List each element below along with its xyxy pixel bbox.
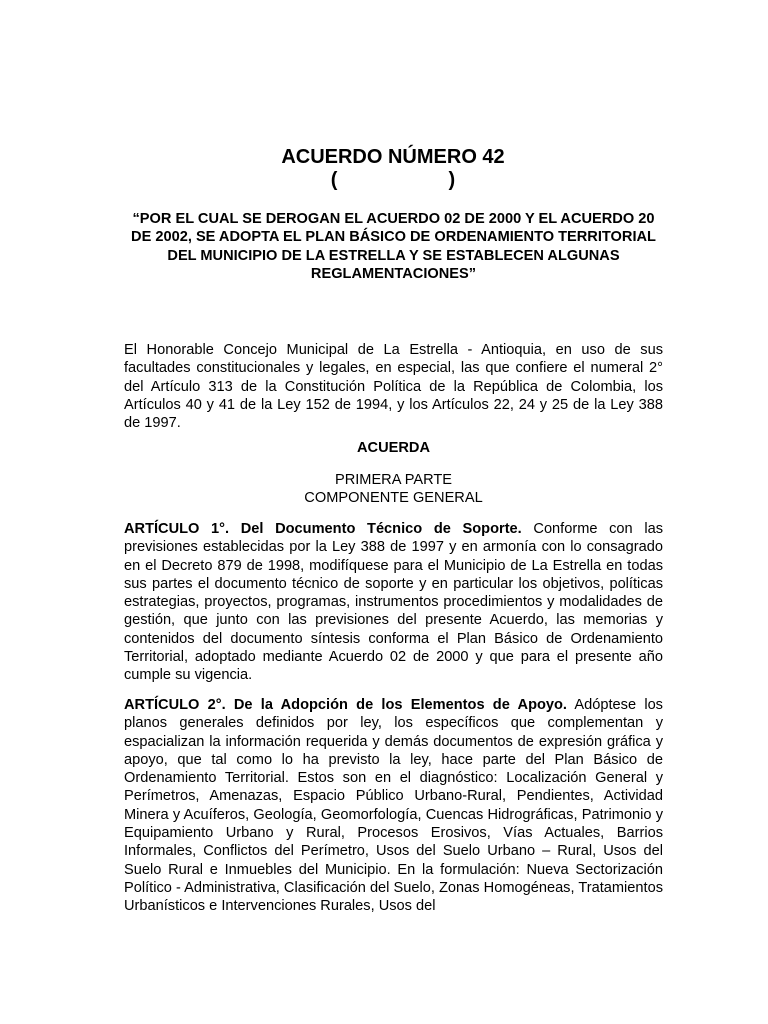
article-2-heading: ARTÍCULO 2°. De la Adopción de los Elementos de Apoyo. — [124, 697, 567, 713]
component-title: COMPONENTE GENERAL — [304, 490, 483, 506]
part-title: PRIMERA PARTE — [334, 472, 453, 488]
article-1 — [124, 520, 663, 685]
article-1-body: Conforme con las previsiones establecidas por la Ley 388 de 1997 y en armonía con lo consagrado en el Decreto 879 de 1998, modifíquese para el Municipio de La Estrella en todas sus partes el documento técnico de soporte y en particular los objetivos, políticas estrategias, proyectos, programas, instrumentos procedimientos y modalidades de gestión, que junto con las previsiones del presente Acuerdo, las memorias y contenidos del documento síntesis conforma el Plan Básico de Ordenamiento Territorial, adoptado mediante Acuerdo 02 de 2000 y que para el presente año cumple su vigencia. — [124, 521, 663, 684]
article-1-heading: ARTÍCULO 1°. Del Documento Técnico de Soporte. — [124, 521, 522, 537]
document-title: ACUERDO NÚMERO 42 — [281, 146, 505, 168]
acuerda-heading: ACUERDA — [357, 440, 430, 456]
article-2 — [124, 696, 663, 916]
intro-paragraph: El Honorable Concejo Municipal de La Estrella - Antioquia, en uso de sus facultades constitucionales y legales, en especial, las que confiere el numeral 2° del Artículo 313 de la Constitución Política de la República de Colombia, los Artículos 40 y 41 de la Ley 152 de 1994, y los Artículos 22, 24 y 25 de la Ley 388 de 1997. — [124, 342, 663, 432]
article-2-body: Adóptese los planos generales definidos por ley, los específicos que complementan y espacializan la información requerida y demás documentos de expresión gráfica y apoyo, que tal como lo ha previsto la ley, hace parte del Plan Básico de Ordenamiento Territorial. Estos son en el diagnóstico: Localización General y Perímetros, Amenazas, Espacio Público Urbano-Rural, Pendientes, Actividad Minera y Acuíferos, Geología, Geomorfología, Cuencas Hidrográficas, Patrimonio y Equipamiento Urbano y Rural, Procesos Erosivos, Vías Actuales, Barrios Informales, Conflictos del Perímetro, Usos del Suelo Urbano – Rural, Usos del Suelo Rural e Inmuebles del Municipio. En la formulación: Nueva Sectorización Político - Administrativa, Clasificación del Suelo, Zonas Homogéneas, Tratamientos Urbanísticos e Intervenciones Rurales, Usos del — [124, 697, 663, 915]
document-number-blank: ( ) — [330, 169, 456, 191]
document-subtitle: “POR EL CUAL SE DEROGAN EL ACUERDO 02 DE 2000 Y EL ACUERDO 20 DE 2002, SE ADOPTA EL PLAN BÁSICO DE ORDENAMIENTO TERRITORIAL DEL MUNICIPIO DE LA ESTRELLA Y SE ESTABLECEN ALGUNAS REGLAMENTACIONES” — [131, 211, 656, 282]
